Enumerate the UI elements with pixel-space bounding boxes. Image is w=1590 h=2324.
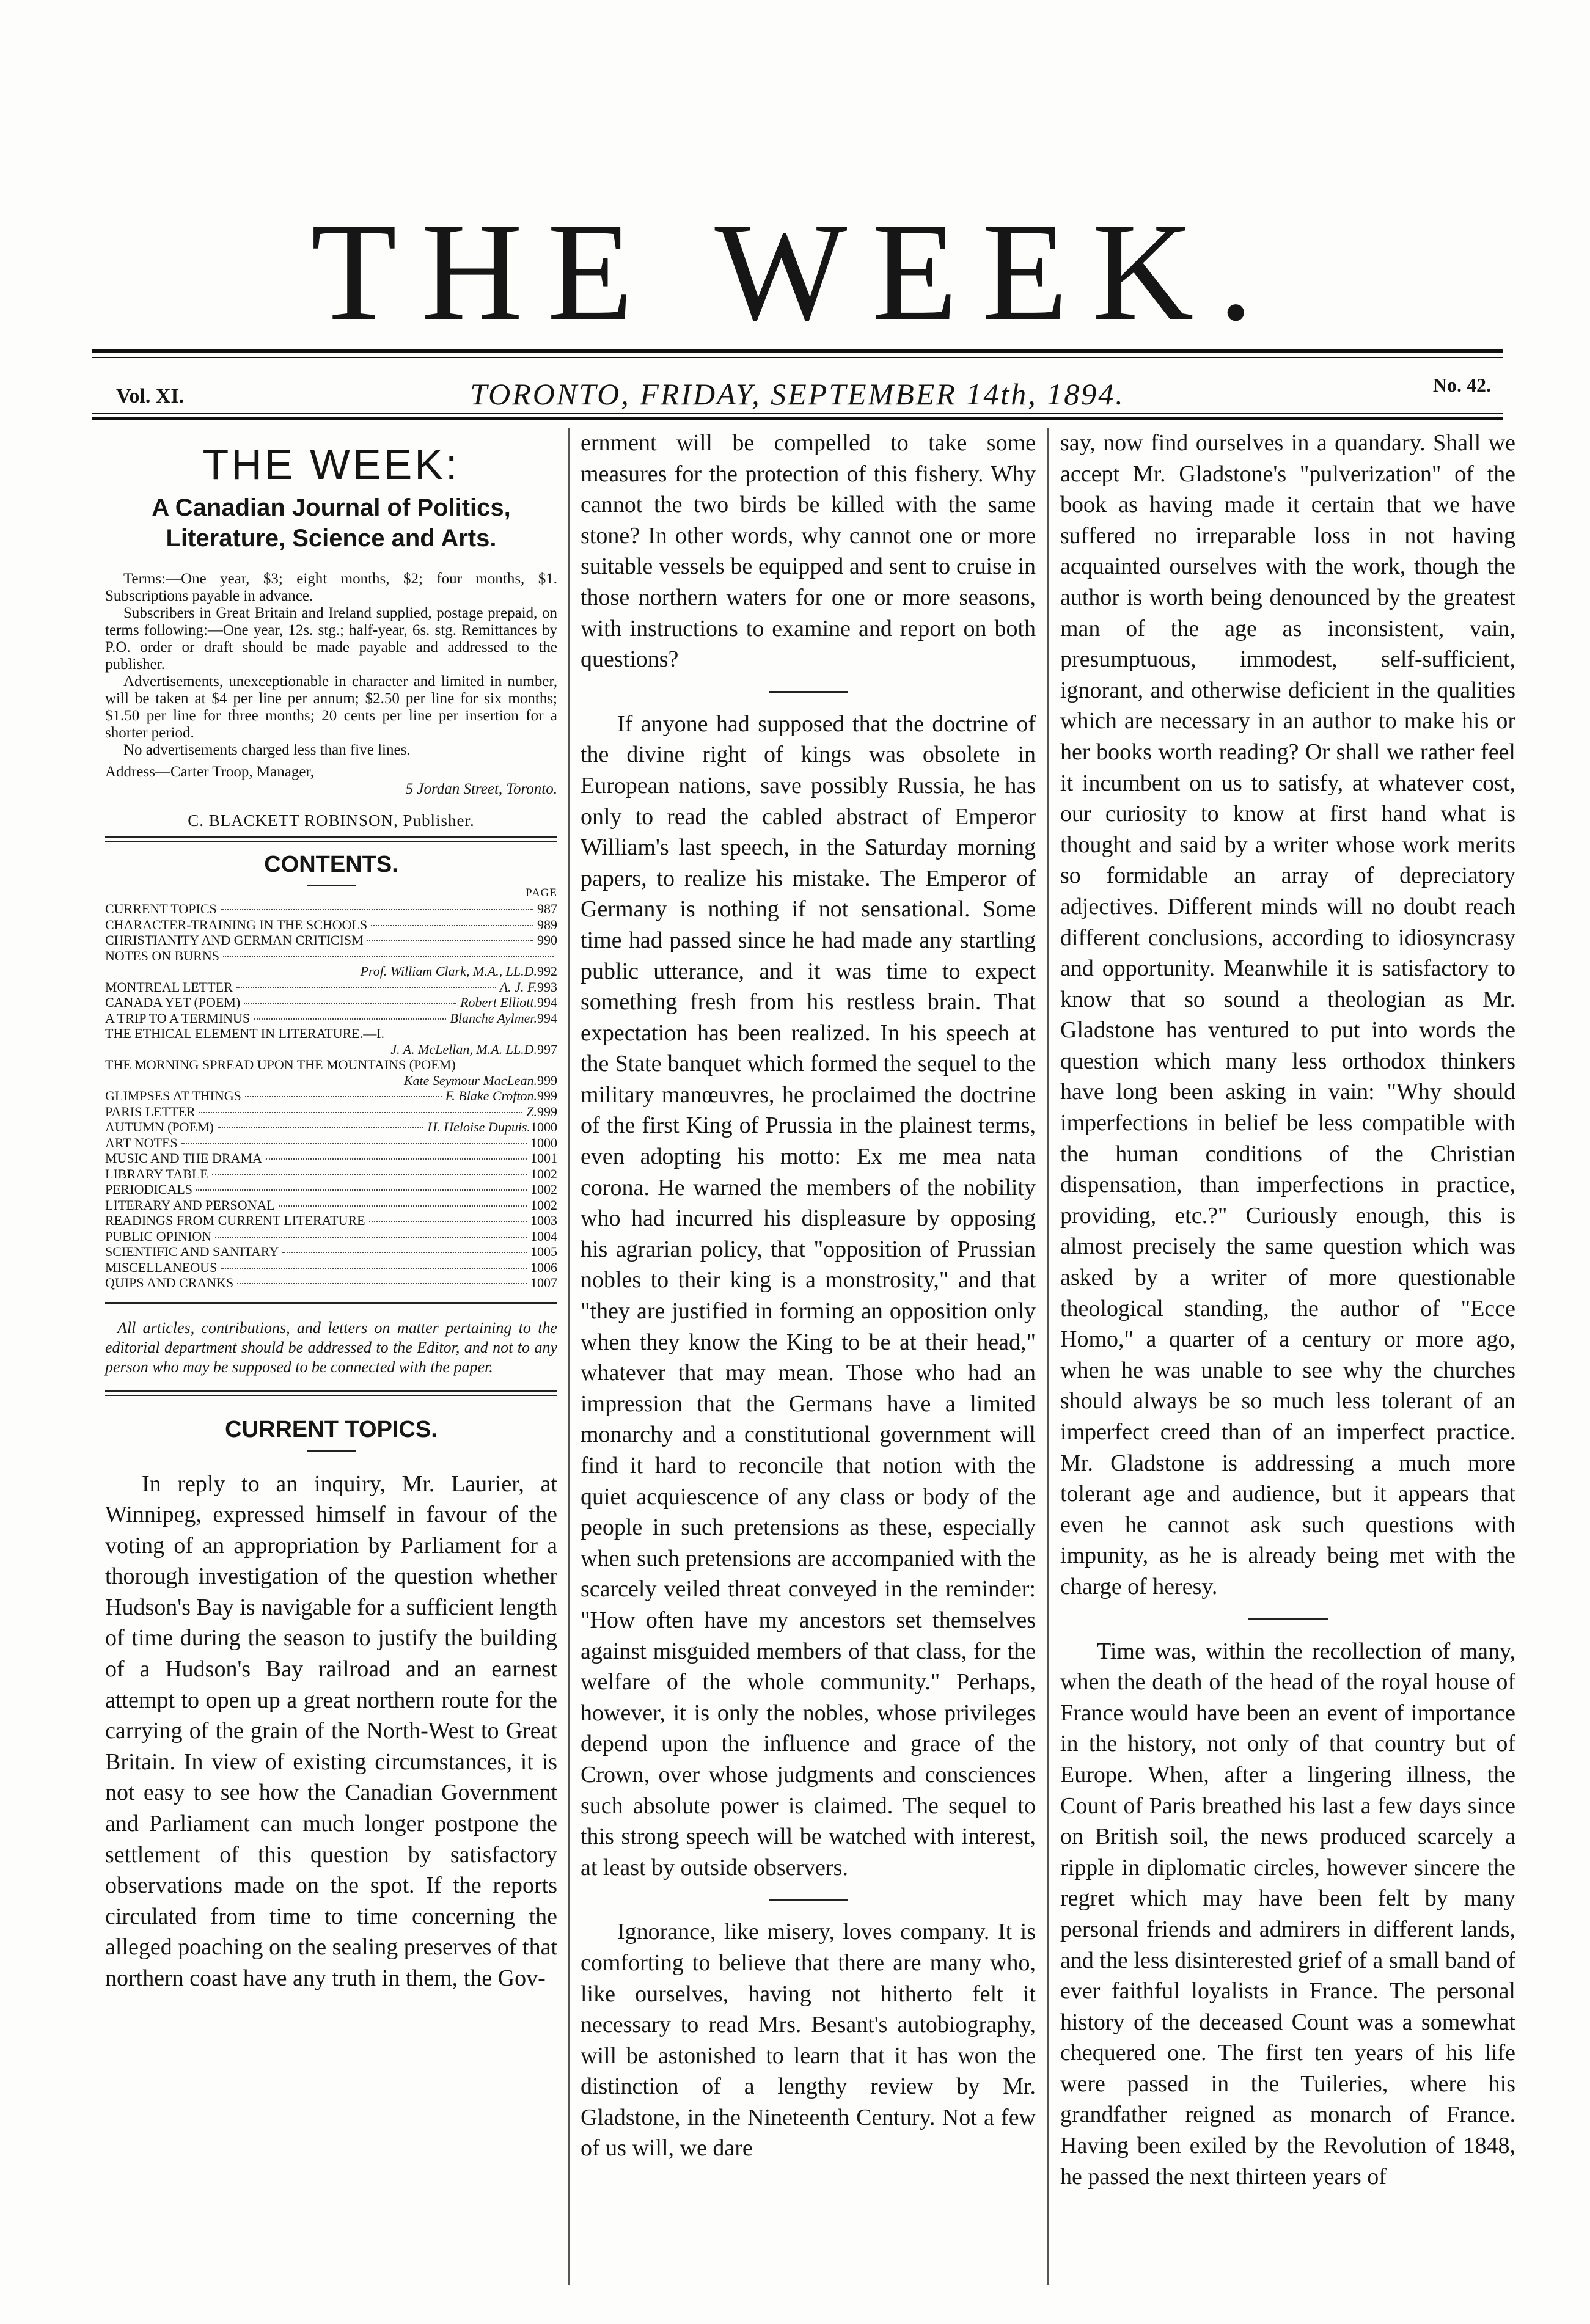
publication-info-box — [105, 440, 557, 830]
contents-item-author: A. J. F. — [499, 979, 537, 995]
publisher-line: C. BLACKETT ROBINSON, Publisher. — [188, 811, 475, 830]
leader-dots — [237, 1283, 527, 1284]
contents-item-title: CURRENT TOPICS — [105, 901, 217, 916]
leader-dots — [369, 1221, 527, 1222]
contents-item — [105, 932, 557, 948]
contents-item-page: 1006 — [530, 1259, 557, 1275]
contents-item — [105, 1135, 557, 1151]
contents-item-page: 992 — [537, 963, 557, 979]
article-paragraph: Time was, within the recollection of many, when the death of the head of the royal house of France would have been an event of importance in the history, not only of that country but of Europe. When, after a lingering illness, the Count of Paris breathed his last a few days since on British soil, the news produced scarcely a ripple in diplomatic circles, however sincere the regret which may have been felt by many personal friends and admirers in different lands, and the less disinterested grief of a small band of ever faithful loyalists in France. The personal history of the deceased Count was a somewhat chequered one. The first ten years of his life were passed in the Tuileries, where his grandfather reigned as monarch of France. Having been exiled by the Revolution of 1848, he passed the next thirteen years of — [1060, 1638, 1515, 2190]
contents-item-title: QUIPS AND CRANKS — [105, 1275, 234, 1290]
contents-item-page: 994 — [537, 1010, 557, 1026]
address-line-1: Address—Carter Troop, Manager, — [105, 764, 315, 780]
contents-section — [105, 852, 557, 1291]
minimum-ad-note: No advertisements charged less than five lines. — [123, 742, 411, 758]
masthead-rule-top — [92, 349, 1503, 353]
contents-item-page: 990 — [537, 932, 557, 948]
contents-item-title: LITERARY AND PERSONAL — [105, 1197, 275, 1213]
manager-address — [105, 764, 557, 798]
contents-item — [105, 1182, 557, 1197]
contents-item-page: 999 — [537, 1088, 557, 1103]
dateline-rule-thin — [92, 413, 1503, 414]
paragraph-divider — [1248, 1618, 1328, 1620]
leader-dots — [236, 987, 496, 988]
contents-item-title: GLIMPSES AT THINGS — [105, 1088, 241, 1103]
contents-item — [105, 979, 557, 995]
contents-item-title: LIBRARY TABLE — [105, 1166, 208, 1182]
advertising-rates: Advertisements, unexceptionable in character and limited in number, will be taken at $4 per line per annum; $2.50 per line for six months; $1.50 per line for three months; 20 cents per line per insertion for a shorter period. — [105, 673, 557, 741]
contents-item-page: 1001 — [530, 1150, 557, 1166]
contents-item-page: 993 — [537, 979, 557, 995]
article-paragraph: If anyone had supposed that the doctrine of the divine right of kings was obsolete in European nations, save possibly Russia, he has only to read the cabled abstract of Emperor William's last speech, in the Saturday morning papers, to realize his mistake. The Emperor of Germany is nothing if not sensational. Some time had passed since he had made any startling public utterance, and it was time to expect something fresh from his restless brain. That expectation has been realized. In his speech at the State banquet which formed the sequel to the military manœuvres, he proclaimed the doctrine of the first King of Prussia in the plainest terms, even adopting his motto: Ex me mea nata corona. He warned the members of the nobility who had incurred his displeasure by opposing his agrarian policy, that "opposition of Prussian nobles to their king is a monstrosity," and that "they are justified in forming an opposition only when they know the King to be at their head," whatever that may mean. Those who had an impression that the Germans have a limited monarchy and a constitutional government will find it hard to reconcile that notion with the quiet acquiescence of any class or body of the people in such pretensions as these, especially when such pretensions are accompanied with the scarcely veiled threat conveyed in the reminder: "How often have my ancestors set themselves against misguided members of that class, for the welfare of the whole community." Perhaps, however, it is only the nobles, whose privileges depend upon the influence and grace of the Crown, over whose judgments and consciences such absolute power is claimed. The sequel to this strong speech will be watched with interest, at least by outside observers. — [581, 711, 1036, 1880]
contents-item — [105, 917, 557, 933]
contents-item-title: MUSIC AND THE DRAMA — [105, 1150, 262, 1166]
volume-label: Vol. XI. — [116, 385, 185, 407]
leader-dots — [223, 956, 554, 957]
contents-item — [105, 1010, 557, 1026]
section-double-rule — [105, 1302, 557, 1307]
leader-dots — [221, 1268, 527, 1269]
contents-item-page: 1000 — [530, 1119, 557, 1135]
contents-item-page: 1003 — [530, 1213, 557, 1228]
section-double-rule — [105, 1390, 557, 1396]
contents-item-page: 1004 — [530, 1228, 557, 1244]
leader-dots — [245, 1096, 442, 1097]
contents-item-title: THE MORNING SPREAD UPON THE MOUNTAINS (POEM) — [105, 1057, 456, 1072]
editorial-notice: All articles, contributions, and letters on matter pertaining to the editorial department should be addressed to the Editor, and not to any person who may be supposed to be connected with the paper. — [105, 1318, 557, 1376]
contents-page-header: PAGE — [526, 886, 557, 899]
contents-item-author: H. Heloise Dupuis. — [427, 1119, 530, 1135]
leader-dots — [212, 1174, 527, 1175]
contents-item — [105, 1026, 557, 1057]
contents-item-title: CHRISTIANITY AND GERMAN CRITICISM — [105, 932, 364, 948]
dateline — [92, 374, 1503, 411]
contents-item-title: CANADA YET (POEM) — [105, 995, 241, 1010]
contents-item — [105, 1275, 557, 1291]
contents-item — [105, 1213, 557, 1229]
contents-item-page: 1000 — [530, 1135, 557, 1150]
contents-item-author: Prof. William Clark, M.A., LL.D. — [360, 963, 537, 979]
journal-title: THE WEEK: — [202, 440, 460, 488]
contents-item-page: 994 — [537, 995, 557, 1010]
leader-dots — [254, 1018, 446, 1020]
article-paragraph: Ignorance, like misery, loves company. It is comforting to believe that there are many who, like ourselves, having not hitherto felt it necessary to read Mrs. Besant's autobiography, will be astonished to learn that it has won the distinction of a lengthy review by Mr. Gladstone, in the Nineteenth Century. Not a few of us will, we dare — [581, 1919, 1036, 2161]
contents-item-title: CHARACTER-TRAINING IN THE SCHOOLS — [105, 916, 368, 932]
contents-item-page: 1002 — [530, 1166, 557, 1182]
current-topics-heading: CURRENT TOPICS. — [225, 1416, 438, 1442]
contents-item — [105, 1150, 557, 1166]
contents-item — [105, 1166, 557, 1182]
contents-item-title: PARIS LETTER — [105, 1103, 196, 1119]
column-3 — [1060, 428, 1515, 2192]
article-paragraph: say, now find ourselves in a quandary. Shall we accept Mr. Gladstone's "pulverization" of the book as having made it certain that we have suffered no irreparable loss in not having acquainted ourselves with the work, though the author is worth being denounced by the greatest man of the age as inconsistent, vain, presumptuous, immodest, self-sufficient, ignorant, and otherwise deficient in the qualities which are necessary in an author to make his or her books worth reading? Or shall we rather feel it incumbent on us to satisfy, at whatever cost, our curiosity to know at first hand what is thought and said by a writer whose work merits so formidable an array of depreciatory adjectives. Different minds will no doubt reach different conclusions, according to idiosyncrasy and opportunity. Meanwhile it is satisfactory to know that so sound a theologian as Mr. Gladstone has ventured to put into words the question which many less orthodox thinkers have long been asking in vain: "Why should imperfections in belief be less compatible with the human conditions of the Christian dispensation, than imperfections in practice, providing, etc.?" Curiously enough, this is almost precisely the same question which was asked by a writer of more questionable theological standing, the author of "Ecce Homo," a quarter of a century or more ago, when he was unable to see why the churches should always be so much less tolerant of an imperfect creed than of an imperfect practice. Mr. Gladstone is addressing a much more tolerant age and audience, but it appears that even he cannot ask such questions with impunity, as he is already being met with the charge of heresy. — [1060, 430, 1515, 1599]
contents-title: CONTENTS. — [264, 852, 398, 877]
contents-item — [105, 901, 557, 917]
contents-item — [105, 1119, 557, 1135]
contents-item-author: Kate Seymour MacLean. — [403, 1072, 537, 1088]
contents-item-title: SCIENTIFIC AND SANITARY — [105, 1244, 279, 1259]
contents-list — [105, 901, 557, 1291]
contents-item-page: 1002 — [530, 1197, 557, 1213]
leader-dots — [181, 1143, 527, 1144]
contents-item-page: 1007 — [530, 1275, 557, 1290]
contents-item — [105, 1197, 557, 1213]
leader-dots — [282, 1252, 527, 1253]
journal-subtitle-line-2: Literature, Science and Arts. — [166, 525, 497, 552]
dateline-rule-thick — [92, 417, 1503, 420]
contents-item-author: J. A. McLellan, M.A. LL.D. — [390, 1041, 537, 1057]
contents-item-page: 999 — [537, 1072, 557, 1088]
article-paragraph: ernment will be compelled to take some measures for the protection of this fishery. Why cannot the two birds be killed with the same stone? In other words, why cannot one or more suitable vessels be equipped and sent to cruise in those northern waters for one or more seasons, with instructions to examine and report on both questions? — [581, 430, 1036, 673]
column-separator — [1047, 428, 1049, 2285]
contents-item-author: F. Blake Crofton. — [445, 1088, 537, 1103]
contents-item — [105, 995, 557, 1010]
contents-item-title: NOTES ON BURNS — [105, 948, 220, 963]
leader-dots — [266, 1158, 527, 1160]
leader-dots — [196, 1189, 527, 1191]
leader-dots — [215, 1237, 527, 1238]
leader-dots — [367, 940, 533, 941]
contents-item-page: 1005 — [530, 1244, 557, 1259]
article-paragraph: In reply to an inquiry, Mr. Laurier, at Winnipeg, expressed himself in favour of the voting of an appropriation by Parliament for a thorough investigation of the question whether Hudson's Bay is navigable for a sufficient length of time during the season to justify the building of a Hudson's Bay railroad and an earnest attempt to open up a great northern route for the carrying of the grain of the North-West to Great Britain. In view of existing circumstances, it is not easy to see how the Canadian Government and Parliament can much longer postpone the settlement of this question by satisfactory observations made on the spot. If the reports circulated from time to time concerning the alleged poaching on the sealing preserves of that northern coast have any truth in them, the Gov- — [105, 1471, 557, 1991]
leader-dots — [279, 1205, 527, 1207]
contents-item-title: A TRIP TO A TERMINUS — [105, 1010, 251, 1026]
contents-item — [105, 1088, 557, 1104]
contents-item-page: 987 — [537, 901, 557, 916]
contents-item-author: Robert Elliott. — [460, 995, 537, 1010]
contents-item-title: READINGS FROM CURRENT LITERATURE — [105, 1213, 365, 1228]
leader-dots — [371, 925, 533, 926]
column-2 — [581, 428, 1036, 2164]
contents-item-title: PUBLIC OPINION — [105, 1228, 212, 1244]
leader-dots — [199, 1112, 523, 1113]
contents-item-page: 989 — [537, 916, 557, 932]
contents-item — [105, 1260, 557, 1276]
contents-item — [105, 1104, 557, 1120]
contents-item — [105, 1244, 557, 1260]
contents-item-page: 997 — [537, 1041, 557, 1057]
contents-item — [105, 948, 557, 979]
column-1 — [105, 428, 557, 1994]
contents-item-title: MONTREAL LETTER — [105, 979, 233, 995]
paragraph-divider — [769, 691, 848, 693]
leader-dots — [221, 909, 533, 910]
issue-number: No. 42. — [1432, 374, 1491, 396]
contents-item-title: ART NOTES — [105, 1135, 178, 1150]
journal-subtitle-line-1: A Canadian Journal of Politics, — [152, 494, 511, 521]
leader-dots — [218, 1127, 424, 1128]
masthead-rule-thin — [92, 357, 1503, 358]
contents-item-author: Z. — [526, 1103, 537, 1119]
contents-item — [105, 1057, 557, 1088]
contents-item-title: THE ETHICAL ELEMENT IN LITERATURE.—I. — [105, 1026, 385, 1041]
foreign-subscribers: Subscribers in Great Britain and Ireland supplied, postage prepaid, on terms following:—One year, 12s. stg.; half-year, 6s. stg. Remittances by P.O. order or draft should be made payable and addressed to the publisher. — [105, 605, 557, 673]
issue-date: TORONTO, FRIDAY, SEPTEMBER 14th, 1894. — [470, 377, 1125, 411]
journal-subtitle — [105, 492, 557, 554]
contents-item-page: 1002 — [530, 1182, 557, 1197]
contents-item-page: 999 — [537, 1103, 557, 1119]
contents-item-title: PERIODICALS — [105, 1182, 193, 1197]
address-line-2: 5 Jordan Street, Toronto. — [405, 781, 557, 797]
column-separator — [568, 428, 570, 2285]
subscription-terms: Terms:—One year, $3; eight months, $2; four months, $1. Subscriptions payable in advance. — [105, 571, 557, 604]
section-double-rule — [105, 836, 557, 842]
short-rule — [307, 1450, 356, 1452]
leader-dots — [244, 1003, 456, 1004]
contents-item — [105, 1229, 557, 1244]
masthead-title: THE WEEK. — [310, 194, 1278, 349]
paragraph-divider — [769, 1899, 848, 1901]
contents-item-title: MISCELLANEOUS — [105, 1259, 218, 1275]
contents-item-title: AUTUMN (POEM) — [105, 1119, 214, 1135]
contents-item-author: Blanche Aylmer. — [450, 1010, 537, 1026]
